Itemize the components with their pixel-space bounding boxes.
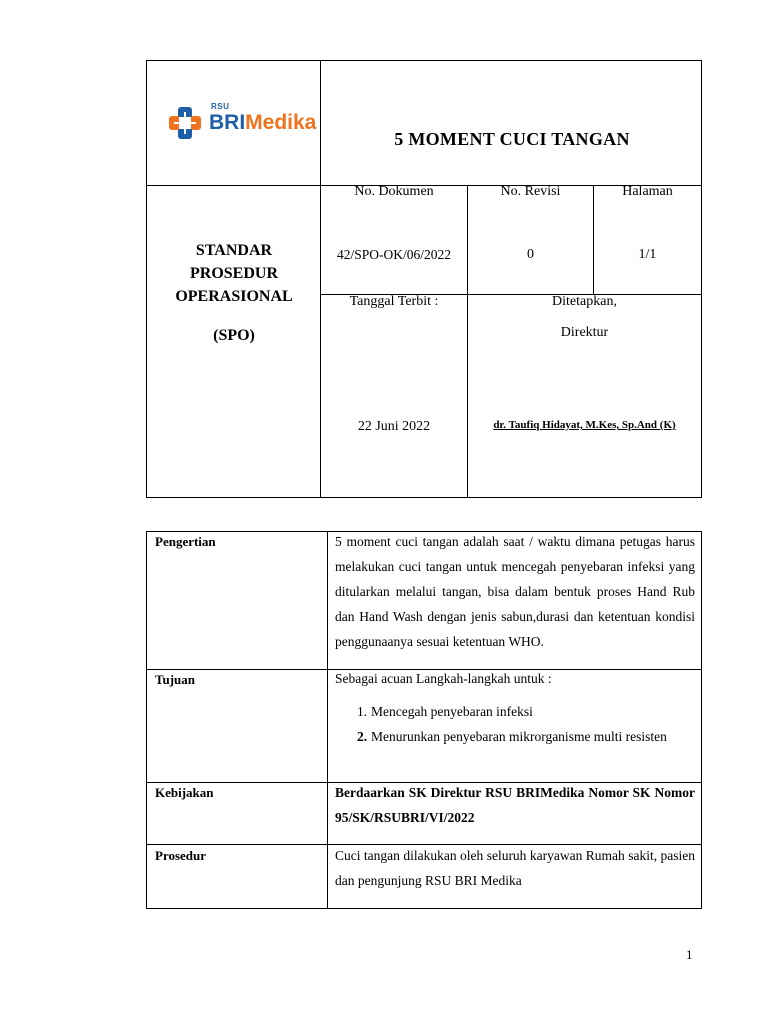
no-revisi-label: No. Revisi bbox=[500, 184, 561, 199]
spo-label-block bbox=[147, 239, 321, 347]
tanggal-terbit-value: 22 Juni 2022 bbox=[357, 419, 431, 434]
list-item-number: 1. bbox=[357, 704, 368, 719]
hospital-logo bbox=[165, 102, 317, 141]
spo-content-table bbox=[146, 531, 702, 909]
list-item-text: Mencegah penyebaran infeksi bbox=[371, 704, 533, 719]
page-number: 1 bbox=[686, 947, 693, 962]
prosedur-text: Cuci tangan dilakukan oleh seluruh karyawan Rumah sakit, pasien dan pengunjung RSU BRI Medika bbox=[335, 848, 695, 888]
pengertian-text: 5 moment cuci tangan adalah saat / waktu dimana petugas harus melakukan cuci tangan untuk mencegah penyebaran infeksi yang ditularkan melalui tangan, bisa dalam bentuk proses Hand Rub dan Hand Wash dengan jenis sabun,durasi dan ketentuan kondisi penggunaanya sesuai ketentuan WHO. bbox=[335, 534, 695, 649]
content-divider bbox=[327, 532, 328, 908]
header-divider bbox=[593, 185, 594, 294]
spo-line: OPERASIONAL bbox=[175, 288, 293, 305]
no-revisi-value: 0 bbox=[527, 247, 534, 262]
spo-abbreviation: (SPO) bbox=[213, 327, 255, 344]
logo-wordmark bbox=[209, 102, 317, 135]
list-item bbox=[335, 699, 695, 724]
tanggal-terbit-label: Tanggal Terbit : bbox=[349, 294, 439, 309]
tujuan-content bbox=[335, 666, 695, 749]
header-divider bbox=[467, 185, 468, 497]
halaman-value: 1/1 bbox=[638, 247, 657, 262]
list-item-text: Menurunkan penyebaran mikrorganisme multi resisten bbox=[371, 729, 667, 744]
ditetapkan-text: Ditetapkan, bbox=[552, 294, 617, 309]
jabatan-text: Direktur bbox=[560, 325, 609, 340]
halaman-label: Halaman bbox=[622, 184, 673, 199]
no-dokumen-value: 42/SPO-OK/06/2022 bbox=[336, 247, 451, 262]
logo-bri-text: BRI bbox=[209, 111, 246, 134]
spo-line: STANDAR bbox=[195, 242, 273, 259]
spo-header-table bbox=[146, 60, 702, 498]
logo-medika-text: Medika bbox=[245, 111, 317, 134]
pengertian-label: Pengertian bbox=[155, 534, 216, 549]
tujuan-label: Tujuan bbox=[155, 672, 195, 687]
kebijakan-label: Kebijakan bbox=[155, 785, 214, 800]
logo-rsu-text: RSU bbox=[211, 102, 230, 111]
spo-line: PROSEDUR bbox=[189, 265, 278, 282]
medical-cross-logo-icon bbox=[165, 103, 205, 143]
prosedur-label: Prosedur bbox=[155, 848, 207, 863]
list-item-number: 2. bbox=[357, 729, 368, 744]
tujuan-list bbox=[335, 699, 695, 749]
list-item bbox=[335, 724, 695, 749]
kebijakan-text: Berdaarkan SK Direktur RSU BRIMedika Nomor SK Nomor 95/SK/RSUBRI/VI/2022 bbox=[335, 785, 695, 825]
no-dokumen-label: No. Dokumen bbox=[354, 184, 434, 199]
tujuan-intro: Sebagai acuan Langkah-langkah untuk : bbox=[335, 671, 552, 686]
document-title: 5 MOMENT CUCI TANGAN bbox=[394, 129, 630, 149]
signer-name: dr. Taufiq Hidayat, M.Kes, Sp.And (K) bbox=[493, 419, 676, 431]
